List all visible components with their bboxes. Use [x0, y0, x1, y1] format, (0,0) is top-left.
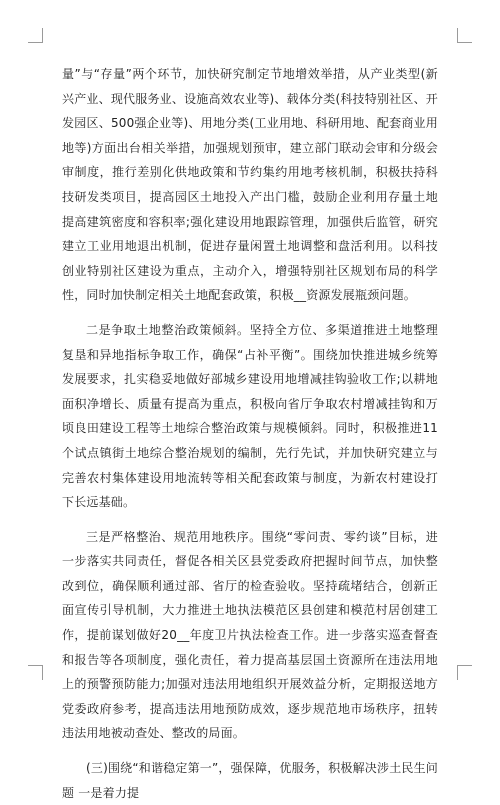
crop-mark-bottom-left: [28, 665, 43, 680]
crop-mark-top-left: [28, 28, 43, 43]
crop-mark-bottom-right: [457, 665, 472, 680]
paragraph-land-consolidation: 二是争取土地整治政策倾斜。坚持全方位、多渠道推进土地整理复垦和异地指标争取工作，确保“占补平衡”。围绕加快推进城乡统筹发展要求，扎实稳妥地做好部城乡建设用地增减挂钩验收工作;以耕地面积净增长、质量有提高为重点，积极向省厅争取农村增减挂钩和万顷良田建设工程等土地综合整治政策与规模倾斜。同时，积极推进11个试点镇街土地综合整治规划的编制，先行先试，并加快研究建立与完善农村集体建设用地流转等相关配套政策与制度，为新农村建设打下长远基础。: [62, 322, 438, 510]
paragraph-harmony-stability: (三)围绕“和谐稳定第一”，强保障，优服务，积极解决涉土民生问题 一是着力提: [62, 761, 438, 800]
paragraph-land-use-policy: 量”与“存量”两个环节，加快研究制定节地增效举措，从产业类型(新兴产业、现代服务业、设施高效农业等)、载体分类(科技特别社区、开发园区、500强企业等)、用地分类(工业用地、科研用地、配套商业用地等)方面出台相关举措，加强规划预审，建立部门联动会审和分级会审制度，推行差别化供地政策和节约集约用地考核机制，积极扶持科技研发类项目，提高园区土地投入产出门槛，鼓励企业利用存量土地提高建筑密度和容积率;强化建设用地跟踪管理，加强供后监管，研究建立工业用地退出机制，促进存量闲置土地调整和盘活利用。以科技创业特别社区建设为重点，主动介入，增强特别社区规划布局的科学性，同时加快制定相关土地配套政策，积极__资源发展瓶颈问题。: [62, 67, 438, 303]
crop-mark-top-right: [457, 28, 472, 43]
document-body: [62, 62, 438, 805]
paragraph-land-use-order: 三是严格整治、规范用地秩序。围绕“零问责、零约谈”目标，进一步落实共同责任，督促各相关区县党委政府把握时间节点，加快整改到位，确保顺利通过部、省厅的检查验收。坚持疏堵结合，创新正面宣传引导机制，大力推进土地执法模范区县创建和模范村居创建工作，提前谋划做好20__年度卫片执法检查工作。进一步落实巡查督查和报告等各项制度，强化责任，着力提高基层国土资源所在违法用地上的预警预防能力;加强对违法用地组织开展效益分析，定期报送地方党委政府参考，提高违法用地预防成效，逐步规范地市场秩序，扭转违法用地被动查处、整改的局面。: [62, 529, 438, 741]
